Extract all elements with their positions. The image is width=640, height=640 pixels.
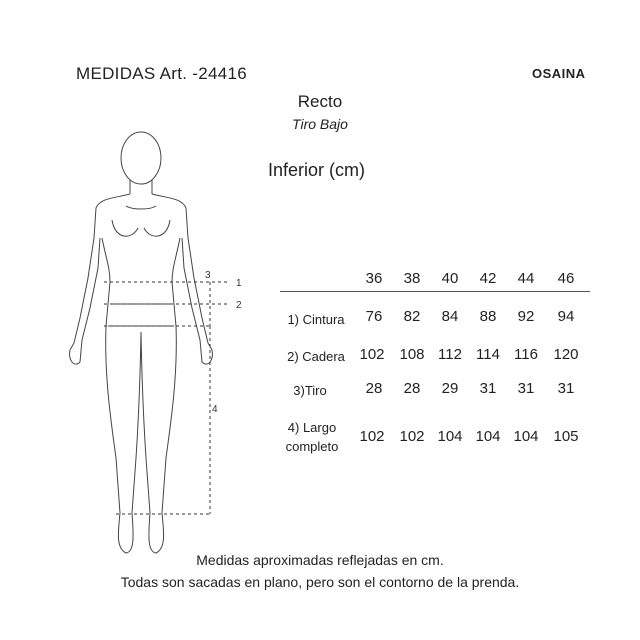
table-cell: 94 bbox=[557, 308, 575, 325]
row-label-cintura: 1) Cintura bbox=[287, 312, 345, 327]
size-header-row bbox=[280, 266, 590, 292]
table-cell: 114 bbox=[476, 346, 500, 363]
table-cell: 92 bbox=[517, 308, 535, 325]
table-cell: 88 bbox=[479, 308, 497, 325]
table-cell: 29 bbox=[441, 380, 459, 397]
table-cell: 112 bbox=[438, 346, 462, 363]
table-cell: 104 bbox=[437, 428, 463, 445]
table-cell: 102 bbox=[359, 428, 385, 445]
table-cell: 84 bbox=[441, 308, 459, 325]
size-header-cell: 42 bbox=[479, 270, 497, 287]
size-header-cell: 46 bbox=[557, 270, 575, 287]
section-title: Inferior (cm) bbox=[268, 160, 366, 180]
body-figure-illustration bbox=[60, 128, 280, 568]
size-header-cell: 38 bbox=[403, 270, 421, 287]
size-header-cell: 44 bbox=[517, 270, 535, 287]
size-header-cell: 36 bbox=[365, 270, 383, 287]
brand-logo: OSAINA bbox=[532, 66, 586, 81]
table-cell: 104 bbox=[513, 428, 539, 445]
row-label-cadera: 2) Cadera bbox=[287, 349, 345, 364]
table-cell: 116 bbox=[514, 346, 538, 363]
size-header-cell: 40 bbox=[441, 270, 459, 287]
table-cell: 76 bbox=[365, 308, 383, 325]
footer-note-2: Todas son sacadas en plano, pero son el contorno de la prenda. bbox=[120, 574, 520, 590]
table-cell: 102 bbox=[399, 428, 425, 445]
rise-type: Tiro Bajo bbox=[292, 116, 348, 132]
footer-note-1: Medidas aproximadas reflejadas en cm. bbox=[196, 552, 444, 568]
table-cell: 108 bbox=[399, 346, 425, 363]
table-cell: 105 bbox=[553, 428, 579, 445]
marker-1: 1 bbox=[236, 278, 242, 289]
marker-4: 4 bbox=[212, 404, 218, 415]
style-name: Recto bbox=[297, 92, 343, 111]
table-cell: 104 bbox=[475, 428, 501, 445]
marker-3: 3 bbox=[205, 270, 211, 281]
header-divider bbox=[280, 291, 590, 292]
table-cell: 120 bbox=[553, 346, 579, 363]
table-cell: 31 bbox=[557, 380, 575, 397]
table-cell: 82 bbox=[403, 308, 421, 325]
row-label-largo: 4) Largo completo bbox=[285, 420, 339, 454]
table-cell: 31 bbox=[517, 380, 535, 397]
table-cell: 102 bbox=[359, 346, 385, 363]
table-cell: 31 bbox=[479, 380, 497, 397]
article-title: MEDIDAS Art. -24416 bbox=[76, 64, 248, 83]
table-cell: 28 bbox=[365, 380, 383, 397]
table-cell: 28 bbox=[403, 380, 421, 397]
row-label-tiro: 3)Tiro bbox=[293, 383, 327, 398]
marker-2: 2 bbox=[236, 300, 242, 311]
